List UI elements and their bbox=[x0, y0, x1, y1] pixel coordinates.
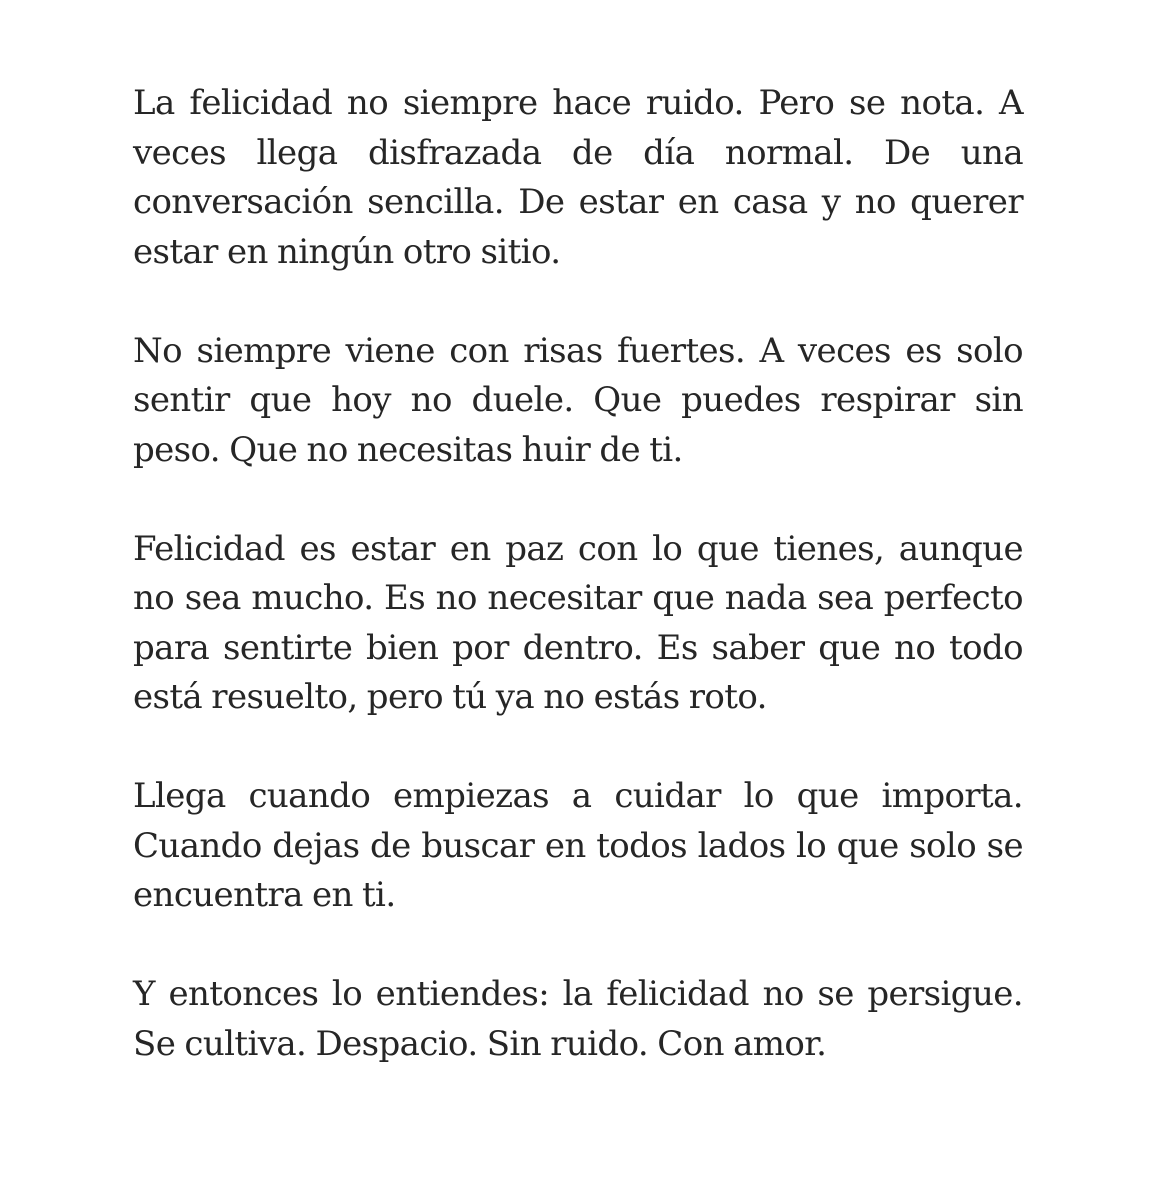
paragraph-3: Felicidad es estar en paz con lo que tienes, aunque no sea mucho. Es no necesitar que nada sea perfecto para sentirte bien por dentro. Es saber que no todo está resuelto, pero tú ya no estás roto. bbox=[133, 528, 1023, 717]
paragraph-2: No siempre viene con risas fuertes. A veces es solo sentir que hoy no duele. Que puedes respirar sin peso. Que no necesitas huir de ti. bbox=[133, 330, 1023, 470]
text-body bbox=[133, 79, 1023, 1069]
paragraph-4: Llega cuando empiezas a cuidar lo que importa. Cuando dejas de buscar en todos lados lo que solo se encuentra en ti. bbox=[133, 776, 1023, 915]
paragraph-5: Y entonces lo entiendes: la felicidad no se persigue. Se cultiva. Despacio. Sin ruido. Con amor. bbox=[133, 974, 1023, 1064]
paragraph-1: La felicidad no siempre hace ruido. Pero se nota. A veces llega disfrazada de día normal. De una conversación sencilla. De estar en casa y no querer estar en ningún otro sitio. bbox=[133, 83, 1023, 272]
